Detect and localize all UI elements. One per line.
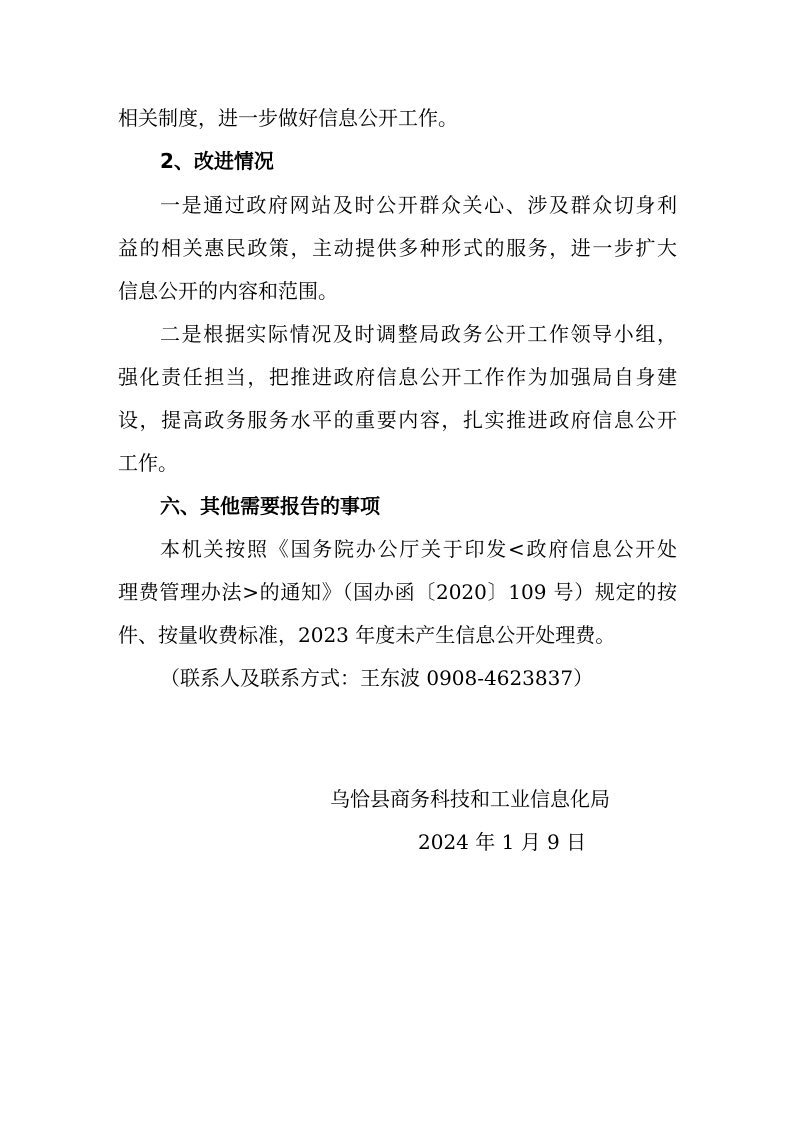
paragraph-line: 二是根据实际情况及时调整局政务公开工作领导小组，	[160, 322, 677, 346]
contact-line: （联系人及联系方式：王东波 0908-4623837）	[160, 666, 594, 690]
signature-date: 2024 年 1 月 9 日	[418, 830, 587, 854]
paragraph-line: 相关制度，进一步做好信息公开工作。	[118, 106, 458, 130]
paragraph-line: 信息公开的内容和范围。	[118, 279, 338, 303]
signature-organization: 乌恰县商务科技和工业信息化局	[330, 787, 610, 811]
paragraph-line: 本机关按照《国务院办公厅关于印发<政府信息公开处	[160, 537, 677, 561]
paragraph-line: 设，提高政务服务水平的重要内容，扎实推进政府信息公开	[118, 408, 677, 432]
paragraph-line: 件、按量收费标准，2023 年度未产生信息公开处理费。	[118, 623, 616, 647]
paragraph-line: 强化责任担当，把推进政府信息公开工作作为加强局自身建	[118, 365, 677, 389]
paragraph-line: 工作。	[118, 451, 178, 475]
section-heading-improvement: 2、改进情况	[160, 149, 274, 173]
paragraph-line: 一是通过政府网站及时公开群众关心、涉及群众切身利	[160, 193, 677, 217]
section-heading-other-matters: 六、其他需要报告的事项	[160, 494, 380, 518]
paragraph-line: 理费管理办法>的通知》（国办函〔2020〕109 号）规定的按	[118, 580, 677, 604]
paragraph-line: 益的相关惠民政策，主动提供多种形式的服务，进一步扩大	[118, 236, 677, 260]
